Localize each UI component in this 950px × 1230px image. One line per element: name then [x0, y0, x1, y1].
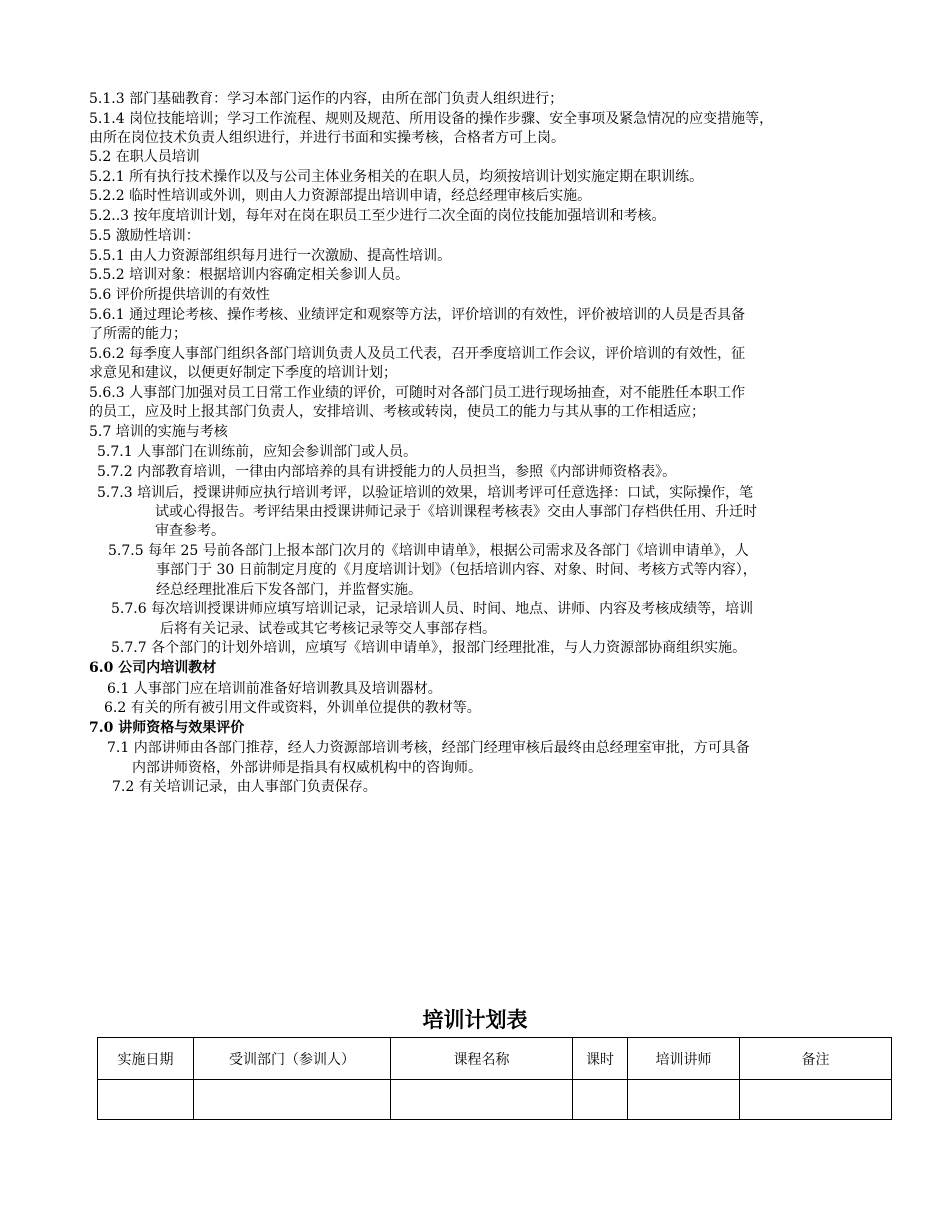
- text-line-5-6-3-cont: 的员工，应及时上报其部门负责人，安排培训、考核或转岗，使员工的能力与其从事的工作相适应；: [89, 404, 705, 420]
- text-line-5-6-2-cont: 求意见和建议，以便更好制定下季度的培训计划；: [89, 365, 397, 381]
- text-line-5-2-1: 5.2.1 所有执行技术操作以及与公司主体业务相关的在职人员，均须按培训计划实施定期在职训练。: [89, 169, 704, 185]
- heading-5-7: 5.7 培训的实施与考核: [89, 424, 228, 440]
- heading-6-0: 6.0 公司内培训教材: [89, 660, 217, 676]
- table-header-row: [98, 1038, 892, 1080]
- heading-5-5: 5.5 激励性培训：: [89, 228, 200, 244]
- table-row: [98, 1080, 892, 1120]
- text-line-5-6-1-cont: 了所需的能力；: [89, 326, 187, 342]
- text-line-5-7-7: 5.7.7 各个部门的计划外培训，应填写《培训申请单》，报部门经理批准，与人力资源部协商组织实施。: [111, 640, 747, 656]
- text-line-5-6-2: 5.6.2 每季度人事部门组织各部门培训负责人及员工代表，召开季度培训工作会议，评价培训的有效性，征: [89, 346, 746, 362]
- text-line-6-1: 6.1 人事部门应在培训前准备好培训教具及培训器材。: [107, 681, 442, 697]
- header-course-name: 课程名称: [391, 1038, 573, 1080]
- text-line-5-7-3-cont: 试或心得报告。考评结果由授课讲师记录于《培训课程考核表》交由人事部门存档供任用、升迁时: [155, 504, 757, 520]
- header-department: 受训部门（参训人）: [194, 1038, 391, 1080]
- text-line-5-5-2: 5.5.2 培训对象：根据培训内容确定相关参训人员。: [89, 267, 410, 283]
- cell-hours: [573, 1080, 628, 1120]
- text-line-5-7-3-end: 审查参考。: [155, 523, 225, 539]
- training-plan-table: [97, 1037, 892, 1120]
- text-line-7-1: 7.1 内部讲师由各部门推荐，经人力资源部培训考核，经部门经理审核后最终由总经理室审批，方可具备: [107, 740, 750, 756]
- cell-date: [98, 1080, 194, 1120]
- header-trainer: 培训讲师: [628, 1038, 740, 1080]
- text-line-5-6-3: 5.6.3 人事部门加强对员工日常工作业绩的评价，可随时对各部门员工进行现场抽查，对不能胜任本职工作: [89, 385, 746, 401]
- cell-trainer: [628, 1080, 740, 1120]
- text-line-5-7-1: 5.7.1 人事部门在训练前，应知会参训部门或人员。: [97, 444, 418, 460]
- heading-5-6: 5.6 评价所提供培训的有效性: [89, 287, 270, 303]
- cell-department: [194, 1080, 391, 1120]
- cell-course-name: [391, 1080, 573, 1120]
- text-line-5-7-6-cont: 后将有关记录、试卷或其它考核记录等交人事部存档。: [160, 621, 496, 637]
- header-remarks: 备注: [740, 1038, 892, 1080]
- text-line-7-2: 7.2 有关培训记录，由人事部门负责保存。: [112, 779, 377, 795]
- header-date: 实施日期: [98, 1038, 194, 1080]
- header-hours: 课时: [573, 1038, 628, 1080]
- text-line-5-7-6: 5.7.6 每次培训授课讲师应填写培训记录，记录培训人员、时间、地点、讲师、内容及考核成绩等，培训: [111, 601, 754, 617]
- cell-remarks: [740, 1080, 892, 1120]
- heading-7-0: 7.0 讲师资格与效果评价: [89, 720, 245, 736]
- text-line-5-5-1: 5.5.1 由人力资源部组织每月进行一次激励、提高性培训。: [89, 248, 452, 264]
- text-line-5-1-4: 5.1.4 岗位技能培训；学习工作流程、规则及规范、所用设备的操作步骤、安全事项及紧急情况的应变措施等，: [89, 111, 774, 127]
- text-line-5-6-1: 5.6.1 通过理论考核、操作考核、业绩评定和观察等方法，评价培训的有效性，评价被培训的人员是否具备: [89, 307, 746, 323]
- text-line-5-2-2: 5.2.2 临时性培训或外训，则由人力资源部提出培训申请，经总经理审核后实施。: [89, 188, 592, 204]
- text-line-5-7-3: 5.7.3 培训后，授课讲师应执行培训考评，以验证培训的效果，培训考评可任意选择：口试，实际操作，笔: [97, 485, 754, 501]
- heading-5-2: 5.2 在职人员培训: [89, 149, 200, 165]
- text-line-5-7-5-cont: 事部门于 30 日前制定月度的《月度培训计划》（包括培训内容、对象、时间、考核方式等内容），: [156, 562, 757, 578]
- text-line-5-1-4-cont: 由所在岗位技术负责人组织进行，并进行书面和实操考核，合格者方可上岗。: [89, 130, 565, 146]
- text-line-5-7-5: 5.7.5 每年 25 号前各部门上报本部门次月的《培训申请单》，根据公司需求及各部门《培训申请单》，人: [108, 543, 749, 559]
- text-line-7-1-cont: 内部讲师资格，外部讲师是指具有权威机构中的咨询师。: [132, 760, 482, 776]
- text-line-5-2-3: 5.2..3 按年度培训计划，每年对在岗在职员工至少进行二次全面的岗位技能加强培训和考核。: [89, 208, 666, 224]
- text-line-6-2: 6.2 有关的所有被引用文件或资料，外训单位提供的教材等。: [104, 700, 481, 716]
- plan-table-title: 培训计划表: [422, 1008, 528, 1032]
- text-line-5-7-2: 5.7.2 内部教育培训，一律由内部培养的具有讲授能力的人员担当，参照《内部讲师资格表》。: [97, 464, 677, 480]
- text-line-5-7-5-end: 经总经理批准后下发各部门，并监督实施。: [156, 582, 422, 598]
- text-line-5-1-3: 5.1.3 部门基础教育：学习本部门运作的内容，由所在部门负责人组织进行；: [89, 91, 564, 107]
